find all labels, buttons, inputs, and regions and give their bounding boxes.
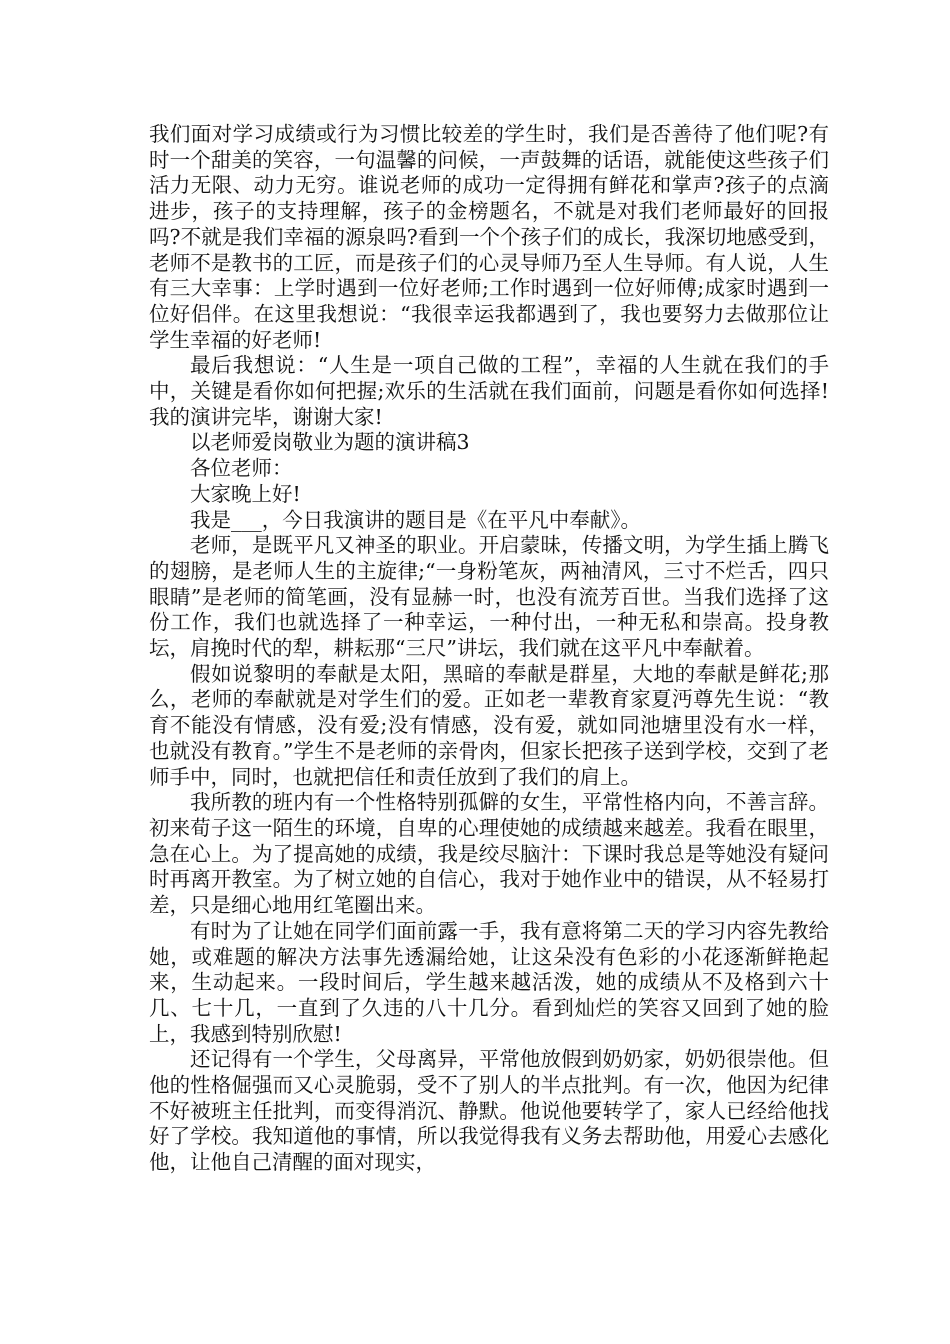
paragraph-another-student: 还记得有一个学生，父母离异，平常他放假到奶奶家，奶奶很崇他。但他的性格倔强而又心灵脆弱，受不了别人的半点批判。有一次，他因为纪律不好被班主任批判，而变得消沉、静默。他说他要转学了，家人已经给他找好了学校。我知道他的事情，所以我觉得我有义务去帮助他，用爱心去感化他，让他自己清醒的面对现实， (149, 1047, 829, 1175)
speech-title: 以老师爱岗敬业为题的演讲稿3 (190, 430, 470, 455)
paragraph-closing: 最后我想说：“人生是一项自己做的工程”，幸福的人生就在我们的手中，关键是看你如何把握;欢乐的生活就在我们面前，问题是看你如何选择!我的演讲完毕，谢谢大家! (149, 353, 829, 429)
document-body (149, 122, 829, 1176)
speech-topic: 我是___，今日我演讲的题目是《在平凡中奉献》。 (190, 507, 641, 532)
paragraph-shy-student: 我所教的班内有一个性格特别孤僻的女生，平常性格内向，不善言辞。初来荀子这一陌生的环境，自卑的心理使她的成绩越来越差。我看在眼里，急在心上。为了提高她的成绩，我是绞尽脑汁：下课时我总是等她没有疑问时再离开教室。为了树立她的自信心，我对于她作业中的错误，从不轻易打差，只是细心地用红笔圈出来。 (149, 790, 829, 918)
greeting: 大家晚上好! (190, 481, 301, 506)
paragraph-dedication: 假如说黎明的奉献是太阳，黑暗的奉献是群星，大地的奉献是鲜花;那么，老师的奉献就是对学生们的爱。正如老一辈教育家夏沔尊先生说：“教育不能没有情感，没有爱;没有情感，没有爱，就如同池塘里没有水一样，也就没有教育。”学生不是老师的亲骨肉，但家长把孩子送到学校，交到了老师手中，同时，也就把信任和责任放到了我们的肩上。 (149, 661, 829, 789)
salutation: 各位老师： (190, 456, 293, 481)
paragraph-progress: 有时为了让她在同学们面前露一手，我有意将第二天的学习内容先教给她，或难题的解决方法事先透漏给她，让这朵没有色彩的小花逐渐鲜艳起来，生动起来。一段时间后，学生越来越活泼，她的成绩从不及格到六十几、七十几，一直到了久违的八十几分。看到灿烂的笑容又回到了她的脸上，我感到特别欣慰! (149, 918, 829, 1046)
paragraph-continuation: 我们面对学习成绩或行为习惯比较差的学生时，我们是否善待了他们呢?有时一个甜美的笑容，一句温馨的问候，一声鼓舞的话语，就能使这些孩子们活力无限、动力无穷。谁说老师的成功一定得拥有鲜花和掌声?孩子的点滴进步，孩子的支持理解，孩子的金榜题名，不就是对我们老师最好的回报吗?不就是我们幸福的源泉吗?看到一个个孩子们的成长，我深切地感受到，老师不是教书的工匠，而是孩子们的心灵导师乃至人生导师。有人说，人生有三大幸事：上学时遇到一位好老师;工作时遇到一位好师傅;成家时遇到一位好侣伴。在这里我想说：“我很幸运我都遇到了，我也要努力去做那位让学生幸福的好老师! (149, 122, 829, 352)
paragraph-teacher-profession: 老师，是既平凡又神圣的职业。开启蒙昧，传播文明，为学生插上腾飞的翅膀，是老师人生的主旋律;“一身粉笔灰，两袖清风，三寸不烂舌，四只眼睛”是老师的简笔画，没有显赫一时，也没有流芳百世。当我们选择了这份工作，我们也就选择了一种幸运，一种付出，一种无私和崇高。投身教坛，肩挽时代的犁，耕耘那“三尺”讲坛，我们就在这平凡中奉献着。 (149, 533, 829, 661)
